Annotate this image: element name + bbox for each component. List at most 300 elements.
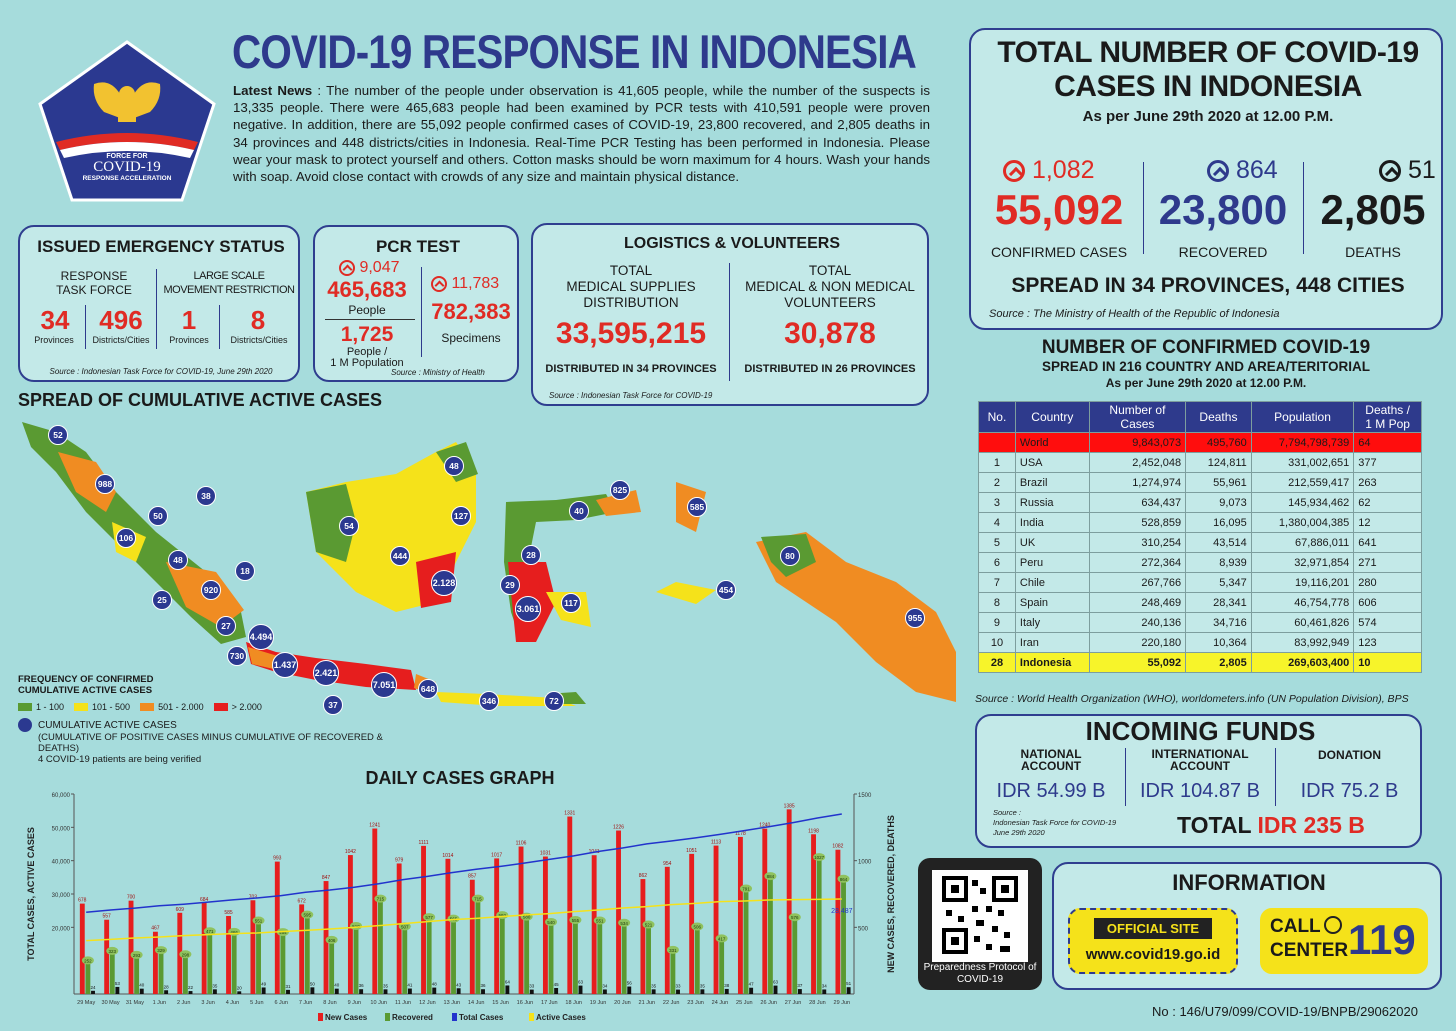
information-panel bbox=[1052, 862, 1442, 990]
volunteers-title: TOTAL MEDICAL & NON MEDICAL VOLUNTEERS bbox=[745, 263, 915, 310]
recovered-label: 577 bbox=[425, 915, 433, 921]
new-cases-label: 672 bbox=[297, 898, 306, 905]
new-cases-label: 700 bbox=[126, 894, 136, 901]
call-center-line1: CALL bbox=[1270, 916, 1321, 937]
chart-legend-swatch bbox=[452, 1013, 457, 1021]
new-cases-label: 993 bbox=[273, 855, 282, 862]
x-tick-label: 7 Jun bbox=[298, 1000, 313, 1006]
indonesia-map bbox=[16, 412, 960, 712]
x-tick-label: 16 Jun bbox=[516, 1000, 534, 1006]
map-case-badge: 106 bbox=[116, 528, 136, 548]
increase-arrow-icon bbox=[1207, 160, 1229, 182]
emergency-title: ISSUED EMERGENCY STATUS bbox=[37, 237, 285, 256]
table-row bbox=[979, 593, 1422, 613]
recovered-value: 23,800 bbox=[1158, 186, 1288, 233]
table-row bbox=[979, 573, 1422, 593]
deaths-label: 63 bbox=[578, 979, 584, 985]
table-cell: 3 bbox=[979, 493, 1016, 513]
new-cases-label: 1385 bbox=[783, 803, 795, 810]
bubble-legend-note: (CUMULATIVE OF POSITIVE CASES MINUS CUMULATIVE OF RECOVERED & DEATHS) bbox=[38, 732, 383, 754]
pcr-specimens-delta-value: 11,783 bbox=[451, 275, 500, 292]
legend-swatch bbox=[18, 703, 32, 711]
recovered-label: 864 bbox=[839, 876, 848, 882]
new-cases-label: 1198 bbox=[808, 828, 819, 835]
table-row bbox=[979, 653, 1422, 673]
table-cell: 271 bbox=[1354, 553, 1422, 573]
chart-legend-swatch bbox=[385, 1013, 390, 1021]
map-case-badge: 48 bbox=[444, 456, 464, 476]
new-cases-label: 557 bbox=[102, 913, 111, 920]
new-cases-bar bbox=[616, 831, 621, 994]
deaths-bar bbox=[164, 990, 168, 994]
districts-restriction-label: Districts/Cities bbox=[230, 335, 288, 345]
table-cell: 19,116,201 bbox=[1251, 573, 1354, 593]
deaths-bar bbox=[627, 987, 631, 994]
x-tick-label: 23 Jun bbox=[687, 1000, 704, 1006]
logistics-source: Source : Indonesian Task Force for COVID-19 bbox=[549, 391, 713, 400]
recovered-label: 715 bbox=[376, 896, 385, 902]
pcr-people-value: 465,683 bbox=[327, 277, 407, 302]
table-cell: 574 bbox=[1354, 613, 1422, 633]
legend-title: FREQUENCY OF CONFIRMED CUMULATIVE ACTIVE CASES bbox=[18, 674, 154, 696]
legend-item-1-100 bbox=[18, 702, 64, 712]
chart-title: DAILY CASES GRAPH bbox=[365, 768, 555, 788]
increase-arrow-icon bbox=[339, 260, 355, 276]
recovered-label: 471 bbox=[206, 929, 214, 935]
map-title: SPREAD OF CUMULATIVE ACTIVE CASES bbox=[18, 390, 383, 410]
map-case-badge: 825 bbox=[610, 480, 630, 500]
deaths-label: 51 bbox=[846, 981, 852, 987]
x-tick-label: 22 Jun bbox=[662, 1000, 680, 1006]
deaths-label: 48 bbox=[431, 981, 437, 987]
spread-provinces: SPREAD IN 34 PROVINCES, 448 CITIES bbox=[1011, 274, 1405, 297]
map-case-badge: 3.061 bbox=[515, 596, 541, 622]
bubble-legend-icon bbox=[18, 718, 32, 732]
new-cases-bar bbox=[104, 920, 109, 994]
new-cases-bar bbox=[519, 847, 524, 994]
table-cell: Brazil bbox=[1015, 473, 1089, 493]
deaths-bar bbox=[676, 990, 680, 994]
chart-legend-label: Total Cases bbox=[459, 1013, 504, 1022]
x-tick-label: 28 Jun bbox=[809, 1000, 826, 1006]
new-cases-label: 1082 bbox=[832, 843, 844, 850]
table-cell: 124,811 bbox=[1186, 453, 1252, 473]
table-cell: Chile bbox=[1015, 573, 1089, 593]
table-row bbox=[979, 513, 1422, 533]
map-case-badge: 54 bbox=[339, 516, 359, 536]
x-tick-label: 29 May bbox=[77, 1000, 96, 1006]
table-cell: 263 bbox=[1354, 473, 1422, 493]
y-axis-label: TOTAL CASES, ACTIVE CASES bbox=[26, 827, 36, 961]
x-tick-label: 27 Jun bbox=[784, 1000, 802, 1006]
new-cases-label: 1331 bbox=[564, 810, 576, 817]
table-row bbox=[979, 533, 1422, 553]
table-cell: 2,452,048 bbox=[1089, 453, 1185, 473]
y2-tick-label: 1000 bbox=[858, 859, 872, 866]
table-cell: 67,886,011 bbox=[1251, 533, 1354, 553]
pcr-test-panel bbox=[313, 225, 519, 382]
new-cases-label: 1241 bbox=[369, 822, 381, 829]
pcr-source: Source : Ministry of Health bbox=[391, 368, 485, 377]
verify-note: 4 COVID-19 patients are being verified bbox=[38, 754, 202, 765]
new-cases-label: 1113 bbox=[710, 839, 722, 846]
new-cases-label: 1226 bbox=[612, 824, 625, 831]
total-title-line1: TOTAL NUMBER OF COVID-19 bbox=[997, 36, 1419, 69]
x-tick-label: 5 Jun bbox=[250, 1000, 264, 1006]
table-cell: 606 bbox=[1354, 593, 1422, 613]
table-cell: 1,274,974 bbox=[1089, 473, 1185, 493]
call-center-line2: CENTER bbox=[1270, 940, 1349, 961]
map-case-badge: 346 bbox=[479, 691, 499, 711]
x-tick-label: 20 Jun bbox=[614, 1000, 631, 1006]
legend-swatch bbox=[74, 703, 88, 711]
table-cell: 123 bbox=[1354, 633, 1422, 653]
map-case-badge: 127 bbox=[451, 506, 471, 526]
pcr-people-delta-value: 9,047 bbox=[359, 259, 400, 276]
deaths-label: 35 bbox=[699, 983, 705, 989]
logo-line3: COVID-19 bbox=[93, 159, 161, 175]
response-task-force-title: RESPONSE TASK FORCE bbox=[56, 269, 132, 297]
deaths-bar bbox=[457, 988, 461, 994]
table-cell: USA bbox=[1015, 453, 1089, 473]
table-cell: 55,092 bbox=[1089, 653, 1185, 673]
logo-line4: RESPONSE ACCELERATION bbox=[82, 175, 172, 182]
deaths-bar bbox=[774, 986, 778, 994]
recovered-label: 323 bbox=[108, 948, 117, 954]
new-cases-bar bbox=[567, 817, 572, 994]
recovered-label: 331 bbox=[669, 947, 677, 953]
map-case-badge: 2.421 bbox=[313, 660, 339, 686]
world-subtitle: SPREAD IN 216 COUNTRY AND AREA/TERITORIAL bbox=[1041, 359, 1371, 374]
new-cases-label: 1111 bbox=[418, 839, 429, 846]
table-cell: 528,859 bbox=[1089, 513, 1185, 533]
map-case-badge: 72 bbox=[544, 691, 564, 711]
deaths-bar bbox=[700, 989, 704, 994]
table-cell: 55,961 bbox=[1186, 473, 1252, 493]
recovered-label: 417 bbox=[717, 936, 726, 942]
active-cases-last-label: 28,487 bbox=[831, 908, 853, 916]
new-cases-label: 467 bbox=[151, 925, 160, 932]
new-cases-label: 1178 bbox=[735, 830, 746, 837]
deaths-bar bbox=[140, 989, 144, 994]
map-case-badge: 38 bbox=[196, 486, 216, 506]
deaths-bar bbox=[530, 990, 534, 994]
deaths-label: 64 bbox=[504, 979, 510, 985]
table-row bbox=[979, 613, 1422, 633]
legend-label: 501 - 2.000 bbox=[158, 702, 204, 712]
increase-arrow-icon bbox=[1003, 160, 1025, 182]
table-row bbox=[979, 633, 1422, 653]
recovered-bar bbox=[768, 876, 773, 994]
recovered-label: 576 bbox=[791, 915, 799, 921]
table-cell: 12 bbox=[1354, 513, 1422, 533]
international-account-value: IDR 104.87 B bbox=[1139, 780, 1261, 802]
table-cell: 10,364 bbox=[1186, 633, 1252, 653]
x-tick-label: 9 Jun bbox=[347, 1000, 362, 1006]
bubble-legend-label: CUMULATIVE ACTIVE CASES bbox=[38, 719, 177, 731]
deaths-label: 34 bbox=[821, 983, 827, 989]
qr-card[interactable] bbox=[918, 858, 1042, 990]
logo-line1: INDONESIAN TASK bbox=[94, 146, 160, 153]
deaths-bar bbox=[408, 989, 412, 994]
table-cell: 9 bbox=[979, 613, 1016, 633]
deaths-label: 34 bbox=[602, 983, 608, 989]
table-cell: 28 bbox=[979, 653, 1016, 673]
table-cell: UK bbox=[1015, 533, 1089, 553]
recovered-label: 715 bbox=[474, 896, 482, 902]
x-tick-label: 1 Jun bbox=[152, 1000, 167, 1006]
pcr-per-million-label: People / 1 M Population bbox=[330, 346, 404, 369]
information-title: INFORMATION bbox=[1172, 870, 1326, 895]
col-cases: Number of Cases bbox=[1089, 402, 1185, 433]
recovered-label: 555 bbox=[571, 918, 580, 923]
world-title: NUMBER OF CONFIRMED COVID-19 bbox=[1041, 337, 1371, 358]
official-site-url[interactable]: www.covid19.go.id bbox=[1085, 946, 1221, 963]
y-tick-label: 50,000 bbox=[51, 826, 70, 833]
col-deaths: Deaths bbox=[1186, 402, 1252, 433]
table-cell: 240,136 bbox=[1089, 613, 1185, 633]
map-case-badge: 454 bbox=[716, 580, 736, 600]
new-cases-bar bbox=[787, 809, 792, 994]
x-tick-label: 30 May bbox=[101, 1000, 120, 1006]
col-population: Population bbox=[1251, 402, 1354, 433]
table-cell: Russia bbox=[1015, 493, 1089, 513]
legend-item-101-500 bbox=[74, 702, 130, 712]
table-cell: 7,794,798,739 bbox=[1251, 433, 1354, 453]
new-cases-label: 857 bbox=[468, 873, 477, 880]
medical-supplies-note: DISTRIBUTED IN 34 PROVINCES bbox=[545, 363, 717, 375]
table-cell: 267,766 bbox=[1089, 573, 1185, 593]
table-cell: World bbox=[1015, 433, 1089, 453]
deaths-label: 33 bbox=[529, 983, 535, 989]
world-asof: As per June 29th 2020 at 12.00 P.M. bbox=[1105, 376, 1307, 390]
table-cell: 32,971,854 bbox=[1251, 553, 1354, 573]
x-tick-label: 6 Jun bbox=[274, 1000, 288, 1006]
increase-arrow-icon bbox=[1379, 160, 1401, 182]
table-cell: 220,180 bbox=[1089, 633, 1185, 653]
recovered-label: 406 bbox=[327, 937, 336, 943]
deaths-bar bbox=[505, 985, 509, 994]
recovered-label: 551 bbox=[596, 918, 604, 924]
x-tick-label: 24 Jun bbox=[711, 1000, 729, 1006]
latest-news-lead: Latest News bbox=[233, 83, 313, 98]
map-case-badge: 37 bbox=[323, 695, 343, 715]
table-cell: 62 bbox=[1354, 493, 1422, 513]
map-case-badge: 18 bbox=[235, 561, 255, 581]
daily-cases-chart-svg bbox=[18, 786, 908, 1026]
recovered-label: 595 bbox=[303, 912, 312, 918]
deaths-label: 22 bbox=[188, 985, 194, 991]
legend-item-over-2000 bbox=[214, 702, 262, 712]
legend-label: > 2.000 bbox=[231, 702, 262, 712]
deaths-label: 63 bbox=[773, 979, 779, 985]
table-cell: 8,939 bbox=[1186, 553, 1252, 573]
new-cases-label: 979 bbox=[394, 857, 404, 864]
recovered-label: 1027 bbox=[814, 855, 825, 861]
deaths-bar bbox=[189, 991, 193, 994]
new-cases-label: 1106 bbox=[515, 840, 527, 847]
deaths-bar bbox=[115, 987, 119, 994]
y-tick-label: 60,000 bbox=[51, 793, 70, 799]
deaths-bar bbox=[847, 987, 851, 994]
donation-label: DONATION bbox=[1317, 748, 1382, 762]
table-cell: 2 bbox=[979, 473, 1016, 493]
recovered-label: 298 bbox=[181, 952, 190, 958]
deaths-bar bbox=[725, 989, 729, 994]
task-force-logo bbox=[34, 38, 220, 204]
new-cases-label: 1041 bbox=[588, 849, 600, 856]
y-tick-label: 40,000 bbox=[51, 859, 70, 866]
table-cell: 377 bbox=[1354, 453, 1422, 473]
deaths-label: 36 bbox=[480, 983, 486, 989]
provinces-task-force-label: Provinces bbox=[34, 335, 74, 345]
call-center-badge[interactable] bbox=[1260, 908, 1428, 974]
x-tick-label: 3 Jun bbox=[201, 1000, 215, 1006]
deaths-bar bbox=[749, 988, 753, 994]
recovered-label: RECOVERED bbox=[1178, 244, 1268, 260]
map-case-badge: 955 bbox=[905, 608, 925, 628]
recovered-bar bbox=[817, 857, 822, 994]
y2-tick-label: 1500 bbox=[858, 793, 872, 799]
deaths-label: 20 bbox=[236, 985, 242, 991]
official-site-badge[interactable] bbox=[1068, 908, 1238, 974]
x-tick-label: 26 Jun bbox=[760, 1000, 777, 1006]
deaths-label: 45 bbox=[553, 982, 559, 987]
new-cases-label: 1014 bbox=[442, 852, 454, 859]
funds-total-label: TOTAL bbox=[1177, 812, 1252, 838]
legend-label: 1 - 100 bbox=[36, 702, 65, 712]
deaths-label: 40 bbox=[334, 982, 340, 988]
col-deaths-per-million: Deaths / 1 M Pop bbox=[1354, 402, 1422, 433]
table-cell: 310,254 bbox=[1089, 533, 1185, 553]
x-tick-label: 15 Jun bbox=[492, 1000, 509, 1006]
table-cell: 272,364 bbox=[1089, 553, 1185, 573]
recovered-label: 580 bbox=[522, 914, 531, 920]
chart-legend-label: New Cases bbox=[325, 1013, 368, 1022]
deaths-label: 53 bbox=[114, 980, 120, 986]
table-cell: 331,002,651 bbox=[1251, 453, 1354, 473]
map-case-badge: 40 bbox=[569, 501, 589, 521]
daily-cases-chart bbox=[18, 786, 908, 1026]
new-cases-bar bbox=[714, 846, 719, 994]
deaths-bar bbox=[286, 990, 290, 994]
deaths-bar bbox=[822, 989, 826, 994]
legend-swatch bbox=[140, 703, 154, 711]
deaths-bar bbox=[262, 987, 266, 994]
table-cell: 7 bbox=[979, 573, 1016, 593]
confirmed-delta bbox=[1003, 156, 1095, 185]
map-case-badge: 4.494 bbox=[248, 624, 274, 650]
deaths-label: 35 bbox=[383, 983, 389, 989]
x-tick-label: 8 Jun bbox=[323, 1000, 337, 1006]
confirmed-delta-value: 1,082 bbox=[1031, 156, 1095, 184]
world-source: Source : World Health Organization (WHO), worldometers.info (UN Population Division), BPS bbox=[975, 693, 1409, 705]
map-case-badge: 648 bbox=[418, 679, 438, 699]
table-cell: 10 bbox=[979, 633, 1016, 653]
volunteers-value: 30,878 bbox=[784, 317, 876, 350]
qr-caption: Preparedness Protocol of COVID-19 bbox=[923, 962, 1037, 985]
incoming-funds-panel bbox=[975, 714, 1422, 848]
deaths-bar bbox=[310, 987, 314, 994]
call-center-number[interactable]: 119 bbox=[1348, 916, 1416, 963]
new-cases-label: 1240 bbox=[759, 822, 771, 829]
qr-code-icon bbox=[932, 870, 1028, 962]
funds-title: INCOMING FUNDS bbox=[1085, 716, 1316, 746]
new-cases-bar bbox=[202, 903, 207, 994]
new-cases-bar bbox=[129, 901, 134, 994]
map-case-badge: 444 bbox=[390, 546, 410, 566]
x-tick-label: 29 Jun bbox=[833, 1000, 851, 1006]
new-cases-bar bbox=[226, 916, 231, 994]
recovered-label: 466 bbox=[230, 929, 238, 935]
y2-axis-label: NEW CASES, RECOVERED, DEATHS bbox=[886, 815, 896, 973]
confirmed-label: CONFIRMED CASES bbox=[990, 244, 1128, 260]
table-row bbox=[979, 473, 1422, 493]
x-tick-label: 31 May bbox=[125, 1000, 144, 1006]
chart-legend-label: Recovered bbox=[392, 1013, 433, 1022]
latest-news-body: : The number of the people under observation is 41,605 people, while the number of the suspects is 13,335 people. There were 465,683 people had been examined by PCR tests with 410,591 people were proven negative. In addition, there are 55,092 people confirmed cases of COVID-19, 23,800 recovered, and 2,805 deaths in 34 provinces and 448 districts/cities in Indonesia. Real-Time PCR Testing has been performed in Indonesia. Please wear your mask to protect yourself and others. Cotton masks should be worn maximum for 4 hours. Wash your hands with soap. Avoid close contact with crowds of any size and maintain physical distance. bbox=[233, 83, 931, 185]
deaths-label: 49 bbox=[261, 981, 267, 987]
increase-arrow-icon bbox=[431, 276, 447, 292]
map-case-badge: 1.437 bbox=[272, 652, 298, 678]
indonesia-map-svg bbox=[16, 412, 960, 712]
new-cases-bar bbox=[665, 867, 670, 994]
table-row bbox=[979, 553, 1422, 573]
map-legend bbox=[18, 674, 418, 765]
legend-label: 101 - 500 bbox=[92, 702, 131, 712]
table-cell: 634,437 bbox=[1089, 493, 1185, 513]
table-cell: 28,341 bbox=[1186, 593, 1252, 613]
deaths-label: 35 bbox=[212, 983, 218, 989]
map-case-badge: 988 bbox=[95, 474, 115, 494]
table-cell: Peru bbox=[1015, 553, 1089, 573]
map-case-badge: 25 bbox=[152, 590, 172, 610]
table-cell: India bbox=[1015, 513, 1089, 533]
recovered-label: 592 bbox=[498, 913, 507, 919]
movement-restriction-title: LARGE SCALE MOVEMENT RESTRICTION bbox=[163, 270, 295, 296]
table-cell: Italy bbox=[1015, 613, 1089, 633]
deaths-label: DEATHS bbox=[1345, 244, 1401, 260]
new-cases-bar bbox=[640, 879, 645, 994]
legend-swatch bbox=[214, 703, 228, 711]
y2-tick-label: 500 bbox=[858, 926, 869, 933]
table-row bbox=[979, 453, 1422, 473]
deaths-bar bbox=[335, 989, 339, 994]
new-cases-bar bbox=[543, 857, 548, 994]
emergency-source: Source : Indonesian Task Force for COVID-19, June 29th 2020 bbox=[49, 367, 273, 376]
recovered-delta bbox=[1207, 156, 1278, 185]
latest-news bbox=[233, 82, 930, 185]
y-tick-label: 30,000 bbox=[51, 893, 70, 899]
y-tick-label: 20,000 bbox=[51, 926, 70, 933]
x-tick-label: 10 Jun bbox=[370, 1000, 387, 1006]
recovered-label: 534 bbox=[620, 920, 628, 926]
recovered-label: 791 bbox=[742, 886, 750, 892]
recovered-label: 884 bbox=[766, 874, 775, 880]
table-cell: 4 bbox=[979, 513, 1016, 533]
table-cell: 495,760 bbox=[1186, 433, 1252, 453]
recovered-label: 329 bbox=[157, 948, 165, 954]
pcr-specimens-label: Specimens bbox=[441, 331, 501, 345]
international-account-label: INTERNATIONAL ACCOUNT bbox=[1151, 747, 1249, 773]
recovered-label: 510 bbox=[352, 924, 360, 929]
national-account-value: IDR 54.99 B bbox=[996, 780, 1106, 802]
x-tick-label: 12 Jun bbox=[419, 1000, 436, 1006]
medical-supplies-title: TOTAL MEDICAL SUPPLIES DISTRIBUTION bbox=[566, 263, 696, 310]
official-site-label: OFFICIAL SITE bbox=[1094, 918, 1212, 939]
table-cell: Iran bbox=[1015, 633, 1089, 653]
recovered-label: 252 bbox=[84, 958, 92, 964]
